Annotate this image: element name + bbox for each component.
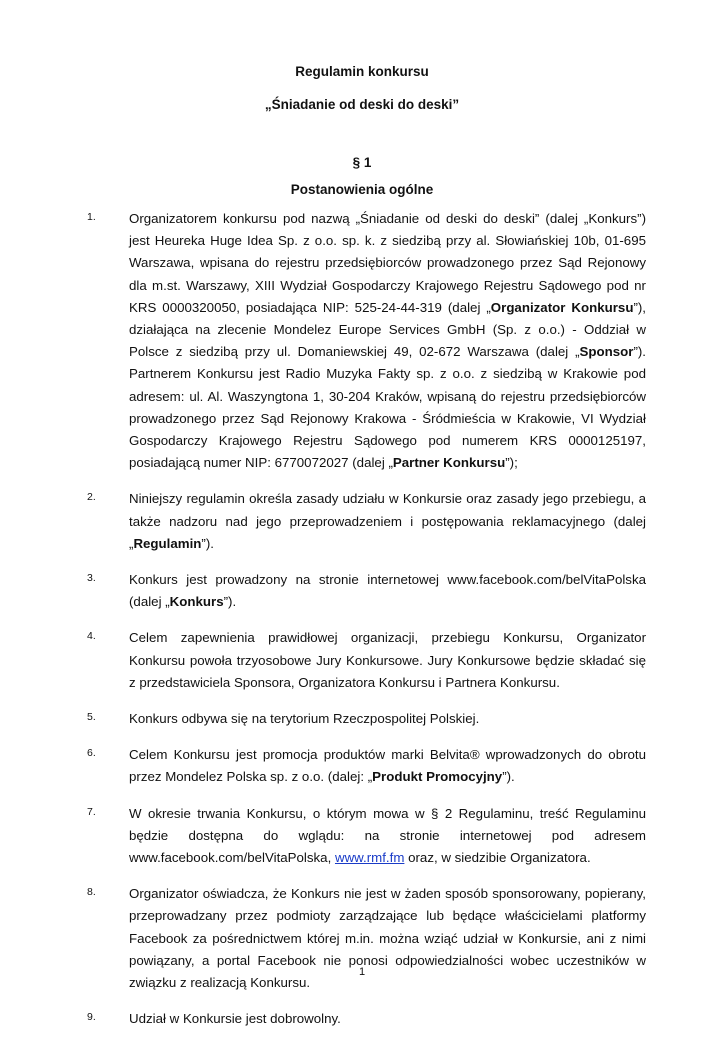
list-item-number: 4. (87, 630, 96, 643)
list-item-text (129, 1008, 646, 1030)
text-run: ”). (223, 594, 237, 610)
list-item-number: 1. (87, 211, 96, 223)
page-number: 1 (358, 966, 366, 978)
list-item-number: 3. (87, 572, 96, 585)
text-run: Organizator oświadcza, że Konkurs nie jest w żaden sposób sponsorowany, popierany, przeprowadzany przez podmioty zarządzające lub będące właścicielami platformy Facebook za pośrednictwem której m.in. można wziąć udział w Konkursie, ani z nimi powiązany, a portal Facebook nie ponosi odpowiedzialności wobec uczestników w związku z realizacją Konkursu. (129, 886, 646, 991)
list-item (0, 488, 724, 555)
provisions-list (0, 208, 724, 1045)
text-run: ”). (201, 535, 214, 551)
text-run: Udział w Konkursie jest dobrowolny. (129, 1011, 341, 1027)
text-run: Konkurs jest prowadzony na stronie internetowej www.facebook.com/belVitaPolska (dalej „ (129, 572, 646, 610)
link[interactable]: www.rmf.fm (334, 850, 405, 866)
list-item (0, 627, 724, 694)
text-run: Organizatorem konkursu pod nazwą „Śniadanie od deski do deski” (dalej „Konkurs”) jest Heureka Huge Idea Sp. z o.o. sp. k. z siedzibą przy al. Słowiańskiej 10b, 01-695 Warszawa, wpisana do rejestru przedsiębiorców prowadzonego przez Sąd Rejonowy dla m.st. Warszawy, XIII Wydział Gospodarczy Krajowego Rejestru Sądowego pod nr KRS 0000320050, posiadająca NIP: 525-24-44-319 (dalej „ (129, 211, 646, 315)
text-run: Konkurs odbywa się na terytorium Rzeczpospolitej Polskiej. (129, 711, 480, 727)
list-item (0, 744, 724, 788)
list-item-number: 6. (87, 747, 96, 760)
text-run: W okresie trwania Konkursu, o którym mowa w § 2 Regulaminu, treść Regulaminu będzie dostępna do wglądu: na stronie internetowej pod adresem www.facebook.com/belVitaPolska, (129, 805, 646, 866)
document-title: Regulamin konkursu (295, 64, 429, 79)
document-subtitle: „Śniadanie od deski do deski” (264, 97, 460, 112)
list-item-text (129, 744, 646, 788)
text-run: ”). (502, 769, 515, 785)
list-item-text (129, 803, 646, 870)
section-number: § 1 (352, 155, 372, 170)
list-item-text (129, 208, 646, 474)
text-run: Niniejszy regulamin określa zasady udziału w Konkursie oraz zasady jego przebiegu, a także nadzoru nad jego przeprowadzeniem i postępowania reklamacyjnego (dalej „ (129, 491, 646, 551)
text-run: ”); (505, 455, 518, 471)
list-item (0, 803, 724, 870)
section-title: Postanowienia ogólne (290, 182, 434, 197)
list-item-number: 7. (87, 805, 96, 818)
list-item-text (129, 708, 646, 730)
bold-term: Produkt Promocyjny (372, 769, 503, 785)
list-item-number: 2. (87, 491, 96, 504)
bold-term: Organizator Konkursu (490, 299, 634, 315)
text-run: Celem Konkursu jest promocja produktów marki Belvita® wprowadzonych do obrotu przez Mondelez Polska sp. z o.o. (dalej: „ (129, 747, 646, 785)
list-item (0, 708, 724, 730)
list-item-number: 9. (87, 1011, 96, 1024)
list-item (0, 1008, 724, 1030)
list-item (0, 208, 724, 474)
list-item-text (129, 569, 646, 613)
list-item (0, 569, 724, 613)
text-run: oraz, w siedzibie Organizatora. (404, 850, 591, 866)
text-run: Celem zapewnienia prawidłowej organizacji, przebiegu Konkursu, Organizator Konkursu powoła trzyosobowe Jury Konkursowe. Jury Konkursowe będzie składać się z przedstawiciela Sponsora, Organizatora Konkursu i Partnera Konkursu. (129, 630, 646, 690)
bold-term: Sponsor (579, 344, 634, 360)
list-item-number: 8. (87, 886, 96, 899)
list-item-text (129, 627, 646, 694)
text-run: ”), działająca na zlecenie Mondelez Europe Services GmbH (Sp. z o.o.) - Oddział w Polsce z siedzibą przy ul. Domaniewskiej 49, 02-672 Warszawa (dalej „ (129, 299, 646, 360)
bold-term: Konkurs (169, 594, 224, 610)
bold-term: Partner Konkursu (392, 455, 506, 471)
list-item-number: 5. (87, 711, 96, 724)
bold-term: Regulamin (133, 535, 202, 551)
text-run: ”). Partnerem Konkursu jest Radio Muzyka Fakty sp. z o.o. z siedzibą w Krakowie pod adresem: ul. Al. Waszyngtona 1, 30-204 Kraków, wpisaną do rejestru przedsiębiorców prowadzonego przez Sąd Rejonowy Krakowa - Śródmieścia w Krakowie, VI Wydział Gospodarczy Krajowego Rejestru Sądowego pod numerem KRS 0000125197, posiadającą numer NIP: 6770072027 (dalej „ (129, 344, 646, 471)
list-item-text (129, 488, 646, 555)
